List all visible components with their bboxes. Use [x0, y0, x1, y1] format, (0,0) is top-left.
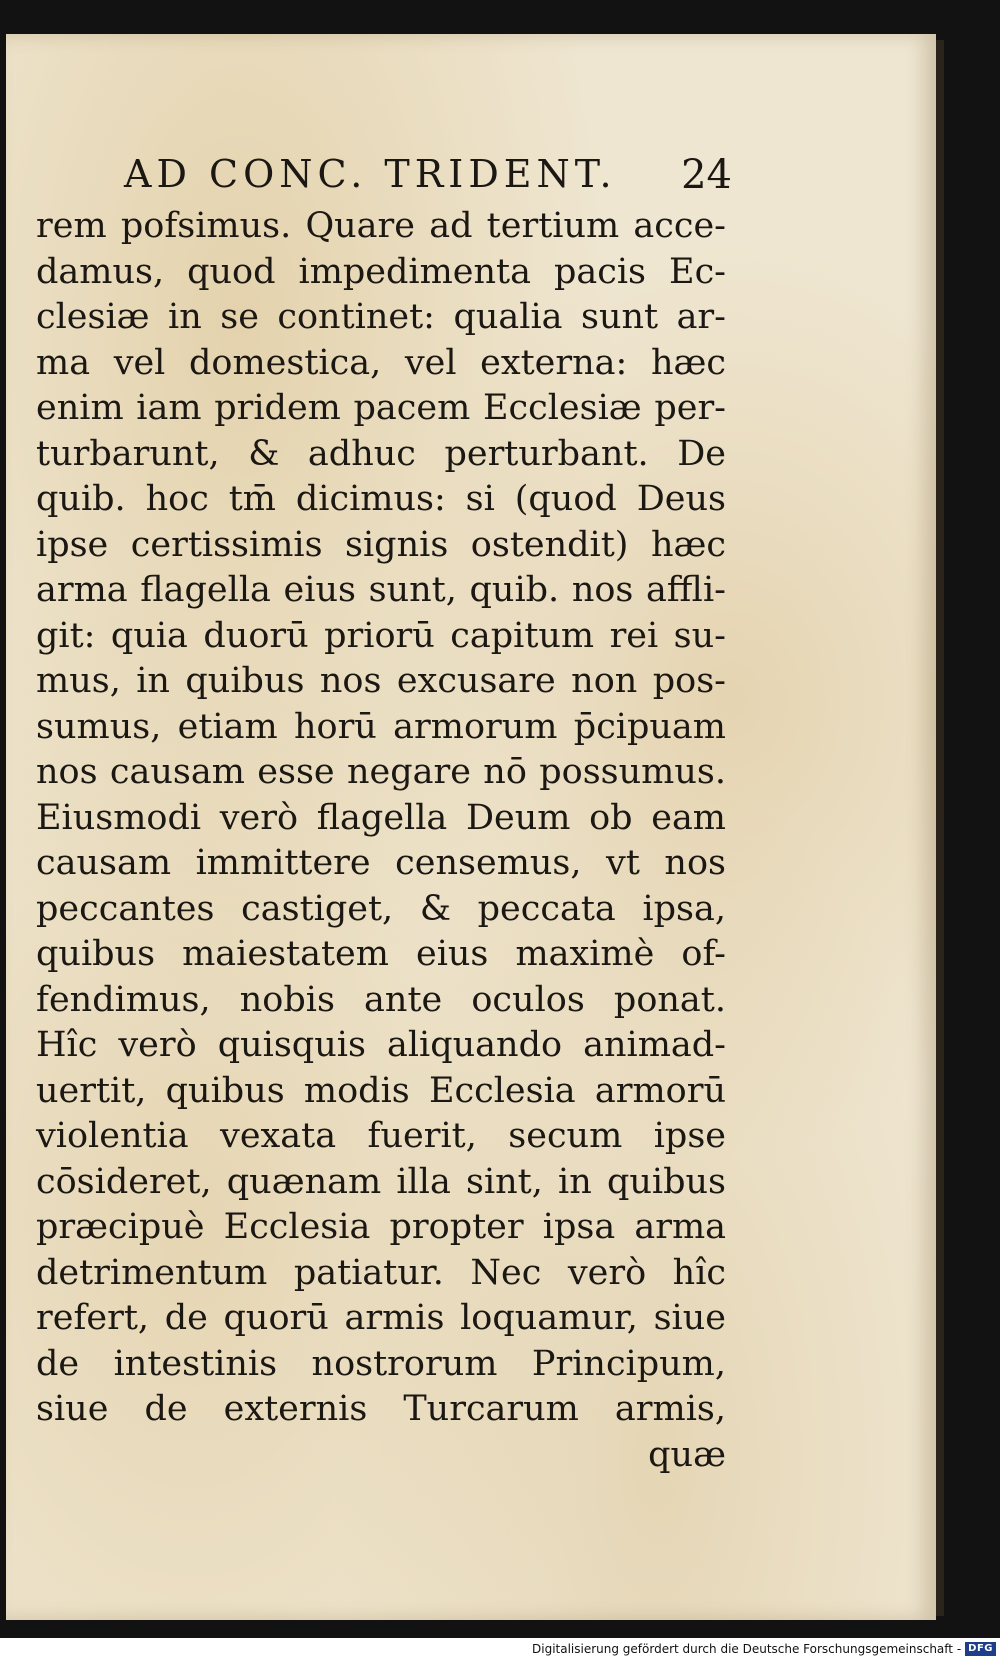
text-line: sumus, etiam horū armorum p̄cipuam: [36, 706, 726, 747]
text-line: mus, in quibus nos excusare non pos-: [36, 661, 726, 701]
page-edge: [936, 40, 944, 1616]
text-line: siue de externis Turcarum armis,: [36, 1389, 726, 1429]
funding-credit-text: Digitalisierung gefördert durch die Deutsche Forschungsgemeinschaft -: [532, 1642, 962, 1656]
dfg-logo: DFG: [965, 1642, 996, 1656]
text-line: Hîc verò quisquis aliquando animad-: [36, 1025, 726, 1065]
text-line: quibus maiestatem eius maximè of-: [36, 934, 726, 974]
text-line: arma flagella eius sunt, quib. nos affli-: [36, 570, 726, 610]
footer-bar: [0, 1638, 1000, 1660]
text-line: git: quia duorū priorū capitum rei su-: [36, 615, 726, 656]
text-line: Eiusmodi verò flagella Deum ob eam: [36, 797, 726, 838]
running-head: [124, 152, 732, 202]
book-page: [6, 34, 936, 1620]
text-line: violentia vexata fuerit, secum ipse: [36, 1116, 726, 1156]
funding-credit: [532, 1640, 996, 1658]
text-line: turbarunt, & adhuc perturbant. De: [36, 433, 726, 474]
text-line: rem pofsimus. Quare ad tertium acce-: [36, 206, 726, 246]
text-line: de intestinis nostrorum Principum,: [36, 1343, 726, 1384]
text-line: ipse certissimis signis ostendit) hæc: [36, 524, 726, 565]
text-line: causam immittere censemus, vt nos: [36, 843, 726, 883]
text-line: uertit, quibus modis Ecclesia armorū: [36, 1070, 726, 1111]
catchword: quæ: [648, 1434, 726, 1475]
text-line: enim iam pridem pacem Ecclesiæ per-: [36, 388, 726, 428]
text-line: refert, de quorū armis loquamur, siue: [36, 1298, 726, 1338]
running-title: AD CONC. TRIDENT.: [124, 152, 617, 196]
text-line: fendimus, nobis ante oculos ponat.: [36, 979, 726, 1020]
text-line: detrimentum patiatur. Nec verò hîc: [36, 1252, 726, 1293]
text-line: damus, quod impedimenta pacis Ec-: [36, 251, 726, 292]
text-line: præcipuè Ecclesia propter ipsa arma: [36, 1207, 726, 1247]
body-text: [36, 204, 726, 1478]
text-line: ma vel domestica, vel externa: hæc: [36, 342, 726, 383]
text-line: peccantes castiget, & peccata ipsa,: [36, 888, 726, 929]
text-line: quib. hoc tm̄ dicimus: si (quod Deus: [36, 479, 726, 519]
text-line: nos causam esse negare nō possumus.: [36, 752, 726, 792]
text-line: clesiæ in se continet: qualia sunt ar-: [36, 297, 726, 337]
page-number: 24: [681, 152, 732, 198]
text-line: cōsideret, quænam illa sint, in quibus: [36, 1161, 726, 1202]
